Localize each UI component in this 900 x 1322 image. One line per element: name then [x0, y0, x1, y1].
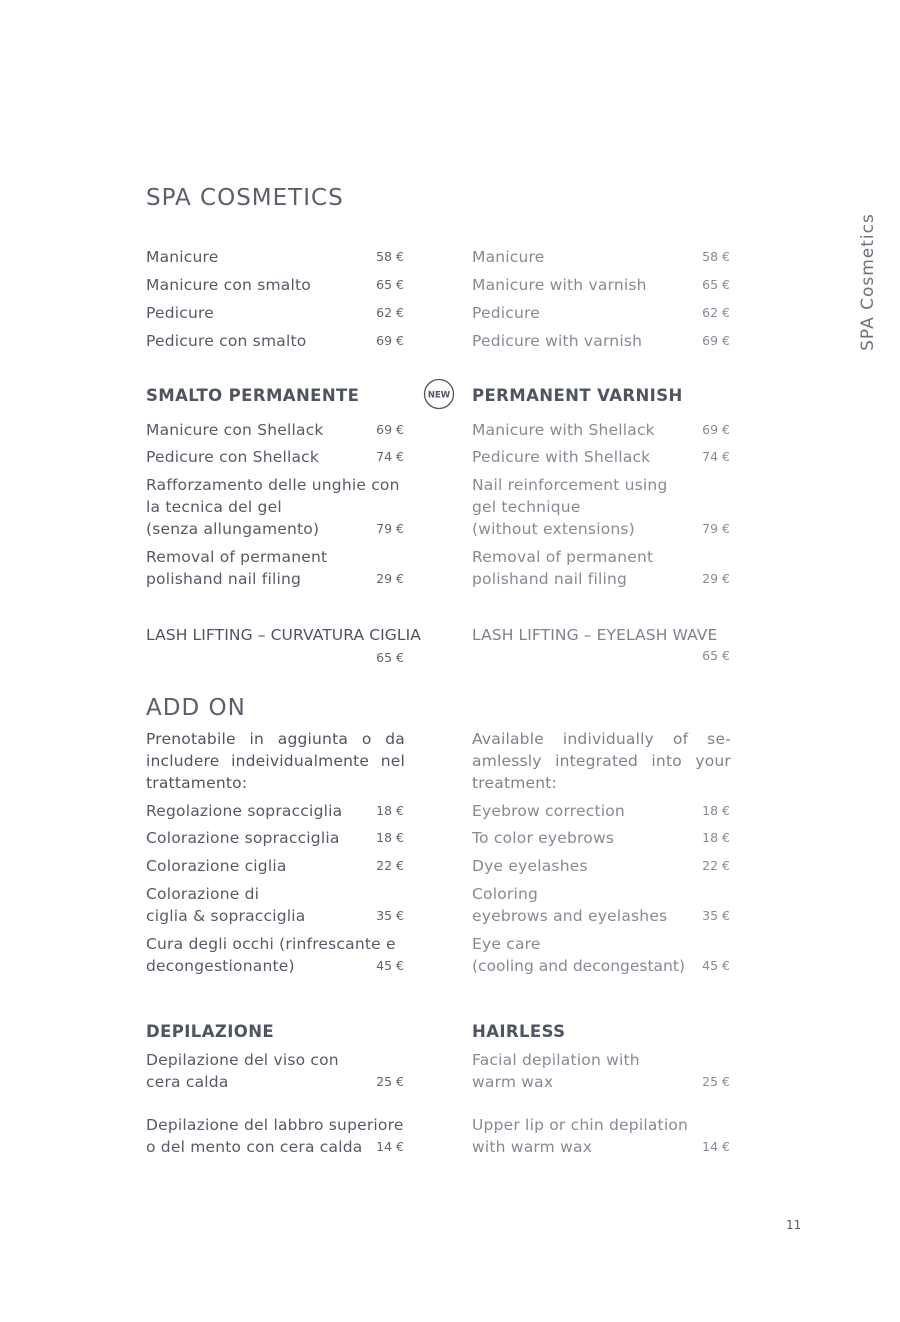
list-item-price: 62 €	[702, 305, 730, 320]
lash-lifting-en: LASH LIFTING – EYELASH WAVE	[472, 626, 718, 644]
list-item-price: 45 €	[702, 958, 730, 973]
list-item-name: Pedicure with Shellack	[472, 448, 651, 466]
list-item-price: 22 €	[702, 858, 730, 873]
list-item-name: Depilazione del labbro superiore	[146, 1116, 404, 1134]
list-item-name: cera calda	[146, 1073, 229, 1091]
list-item-name: Nail reinforcement using	[472, 476, 668, 494]
list-item-price: 74 €	[376, 449, 404, 464]
list-item-price: 45 €	[376, 958, 404, 973]
section-heading-depil-it: DEPILAZIONE	[146, 1022, 275, 1041]
list-item-name: Eyebrow correction	[472, 802, 625, 820]
list-item-name: decongestionante)	[146, 957, 295, 975]
list-item-name: Facial depilation with	[472, 1051, 640, 1069]
list-item-name: Manicure	[472, 248, 545, 266]
list-item-price: 65 €	[376, 277, 404, 292]
list-item-name: la tecnica del gel	[146, 498, 282, 516]
list-item-price: 69 €	[702, 333, 730, 348]
list-item-name: Manicure with Shellack	[472, 421, 655, 439]
list-item-name: Pedicure	[472, 304, 540, 322]
list-item-name: Pedicure with varnish	[472, 332, 643, 350]
list-item-price: 18 €	[702, 830, 730, 845]
list-item-name: (cooling and decongestant)	[472, 957, 686, 975]
list-item-name: warm wax	[472, 1073, 554, 1091]
list-item-name: Coloring	[472, 885, 539, 903]
lash-lifting-en-price: 65 €	[702, 648, 730, 663]
list-item-name: gel technique	[472, 498, 581, 516]
new-badge-text: NEW	[427, 390, 451, 401]
list-item-price: 58 €	[702, 249, 730, 264]
list-item-price: 79 €	[702, 521, 730, 536]
list-item-name: Removal of permanent	[472, 548, 654, 566]
list-item-price: 18 €	[376, 830, 404, 845]
list-item-price: 35 €	[376, 908, 404, 923]
new-badge	[423, 378, 455, 410]
list-item-name: with warm wax	[472, 1138, 593, 1156]
new-badge-icon	[423, 378, 455, 410]
list-item-name: Manicure	[146, 248, 219, 266]
list-item-name: (senza allungamento)	[146, 520, 320, 538]
section-heading-varnish-it: SMALTO PERMANENTE	[146, 386, 360, 405]
section-heading-add-on: ADD ON	[146, 695, 246, 721]
list-item-price: 65 €	[702, 277, 730, 292]
add-on-intro-en: Available individually of se-amlessly integrated into your treatment:	[472, 730, 731, 792]
list-item-name: Pedicure con smalto	[146, 332, 307, 350]
list-item-price: 69 €	[376, 333, 404, 348]
list-item-name: o del mento con cera calda	[146, 1138, 363, 1156]
list-item-name: Depilazione del viso con	[146, 1051, 339, 1069]
lash-lifting-it: LASH LIFTING – CURVATURA CIGLIA	[146, 626, 422, 644]
list-item-price: 22 €	[376, 858, 404, 873]
side-section-label: SPA Cosmetics	[858, 213, 878, 351]
list-item-name: ciglia & sopracciglia	[146, 907, 306, 925]
list-item-name: Colorazione sopracciglia	[146, 829, 340, 847]
list-item-name: Removal of permanent	[146, 548, 328, 566]
list-item-name: Colorazione ciglia	[146, 857, 287, 875]
list-item-price: 69 €	[376, 422, 404, 437]
list-item-name: Manicure con smalto	[146, 276, 311, 294]
list-item-price: 35 €	[702, 908, 730, 923]
list-item-name: Dye eyelashes	[472, 857, 588, 875]
list-item-name: Eye care	[472, 935, 541, 953]
list-item-price: 79 €	[376, 521, 404, 536]
list-item-name: Pedicure	[146, 304, 214, 322]
list-item-name: Cura degli occhi (rinfrescante e	[146, 935, 396, 953]
list-item-price: 29 €	[376, 571, 404, 586]
list-item-price: 18 €	[702, 803, 730, 818]
section-heading-varnish-en: PERMANENT VARNISH	[472, 386, 683, 405]
section-heading-depil-en: HAIRLESS	[472, 1022, 566, 1041]
list-item-price: 58 €	[376, 249, 404, 264]
list-item-name: Regolazione sopracciglia	[146, 802, 343, 820]
list-item-name: To color eyebrows	[472, 829, 615, 847]
list-item-price: 69 €	[702, 422, 730, 437]
list-item-name: (without extensions)	[472, 520, 635, 538]
page-title: SPA COSMETICS	[146, 185, 344, 211]
list-item-price: 74 €	[702, 449, 730, 464]
list-item-price: 14 €	[702, 1139, 730, 1154]
list-item-price: 25 €	[376, 1074, 404, 1089]
list-item-name: Pedicure con Shellack	[146, 448, 320, 466]
list-item-price: 14 €	[376, 1139, 404, 1154]
list-item-price: 25 €	[702, 1074, 730, 1089]
lash-lifting-it-price: 65 €	[376, 650, 404, 665]
list-item-price: 62 €	[376, 305, 404, 320]
list-item-price: 18 €	[376, 803, 404, 818]
list-item-price: 29 €	[702, 571, 730, 586]
list-item-name: eyebrows and eyelashes	[472, 907, 668, 925]
list-item-name: polishand nail filing	[472, 570, 628, 588]
list-item-name: Rafforzamento delle unghie con	[146, 476, 400, 494]
page-number: 11	[786, 1218, 802, 1232]
list-item-name: Upper lip or chin depilation	[472, 1116, 689, 1134]
list-item-name: Manicure with varnish	[472, 276, 647, 294]
list-item-name: Colorazione di	[146, 885, 260, 903]
list-item-name: Manicure con Shellack	[146, 421, 324, 439]
list-item-name: polishand nail filing	[146, 570, 302, 588]
add-on-intro-it: Prenotabile in aggiunta o da includere indeividualmente nel trattamento:	[146, 730, 405, 792]
